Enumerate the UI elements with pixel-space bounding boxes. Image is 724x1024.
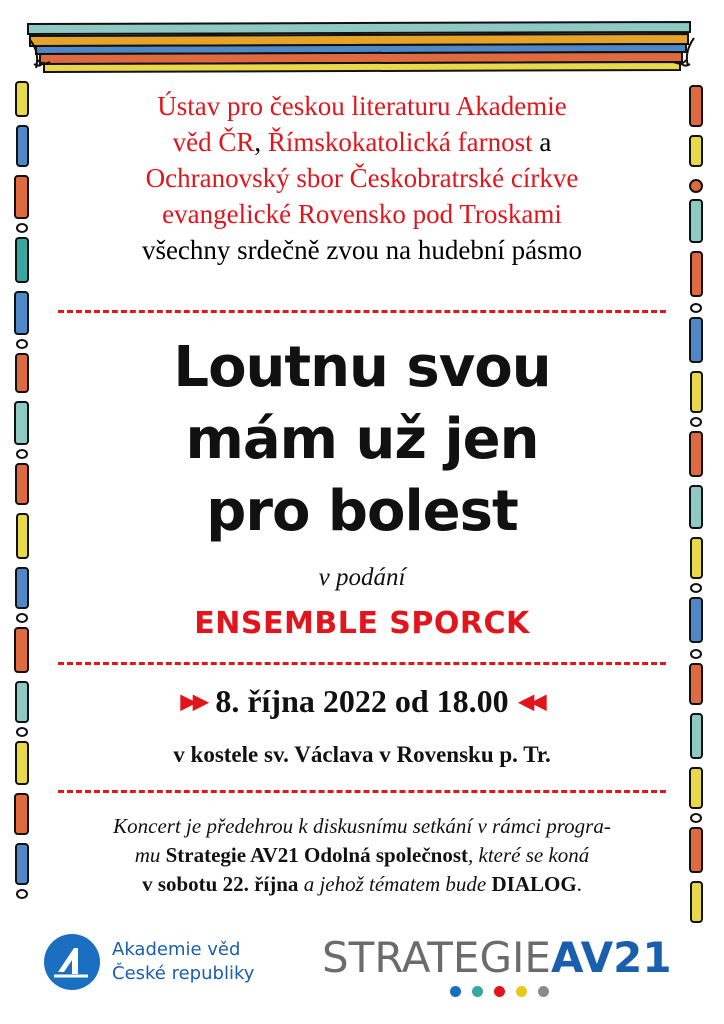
strategie-av21-logo bbox=[322, 933, 694, 1006]
intro-text bbox=[0, 88, 724, 268]
note-program-name: Strategie AV21 Odolná společnost bbox=[165, 843, 468, 867]
intro-separator: , bbox=[254, 127, 268, 157]
note-date: v sobotu 22. října bbox=[142, 872, 299, 896]
event-date bbox=[0, 683, 724, 720]
strategie-dot bbox=[516, 986, 527, 997]
event-note bbox=[0, 812, 724, 899]
akademie-line-2: České republiky bbox=[112, 963, 255, 984]
byline: v podání bbox=[318, 564, 406, 591]
event-place: v kostele sv. Václava v Rovensku p. Tr. bbox=[173, 742, 551, 767]
ensemble-name: ENSEMBLE SPORCK bbox=[194, 606, 530, 641]
note-text-1: Koncert je předehrou k diskusnímu setkání v rámci progra- bbox=[113, 814, 611, 838]
strategie-dot bbox=[494, 986, 505, 997]
intro-line-3: Ochranovský sbor Českobratrské církve bbox=[145, 163, 579, 193]
akademie-logo bbox=[44, 934, 284, 990]
title-line-3: pro bolest bbox=[206, 479, 518, 544]
intro-conjunction: a bbox=[532, 127, 552, 157]
note-line-3 bbox=[0, 870, 724, 899]
strategie-dot bbox=[472, 986, 483, 997]
title-line-2: mám už jen bbox=[185, 407, 539, 472]
intro-line-1: Ústav pro českou literaturu Akademie bbox=[157, 91, 567, 121]
intro-line-5: všechny srdečně zvou na hudební pásmo bbox=[141, 235, 583, 265]
strategie-dot bbox=[538, 986, 549, 997]
concert-title bbox=[0, 332, 724, 548]
intro-org-academy: věd ČR bbox=[172, 127, 255, 157]
note-text-2c: , které se koná bbox=[468, 843, 590, 867]
note-line-2 bbox=[0, 841, 724, 870]
akademie-text bbox=[112, 938, 254, 986]
strategie-wordmark bbox=[322, 933, 694, 982]
av21-word: AV21 bbox=[550, 933, 672, 982]
strategie-dot bbox=[450, 986, 461, 997]
divider-1 bbox=[58, 310, 666, 313]
intro-line-2 bbox=[0, 124, 724, 160]
arrow-right-icon: ▶▶ bbox=[180, 691, 206, 713]
akademie-line-1: Akademie věd bbox=[112, 939, 241, 960]
strategie-word: STRATEGIE bbox=[322, 933, 551, 982]
note-text-3b: a jehož tématem bude bbox=[298, 872, 492, 896]
divider-3 bbox=[58, 790, 666, 793]
note-period: . bbox=[576, 872, 582, 896]
event-date-text: 8. října 2022 od 18.00 bbox=[215, 683, 509, 719]
title-line-1: Loutnu svou bbox=[173, 335, 551, 400]
akademie-emblem-icon bbox=[44, 934, 100, 990]
divider-2 bbox=[58, 662, 666, 665]
note-text-2a: mu bbox=[134, 843, 166, 867]
arrow-left-icon: ◀◀ bbox=[518, 691, 544, 713]
note-topic: DIALOG bbox=[491, 872, 577, 896]
note-line-1 bbox=[0, 812, 724, 841]
intro-line-4: evangelické Rovensko pod Troskami bbox=[162, 199, 562, 229]
intro-org-parish: Římskokatolická farnost bbox=[267, 127, 533, 157]
